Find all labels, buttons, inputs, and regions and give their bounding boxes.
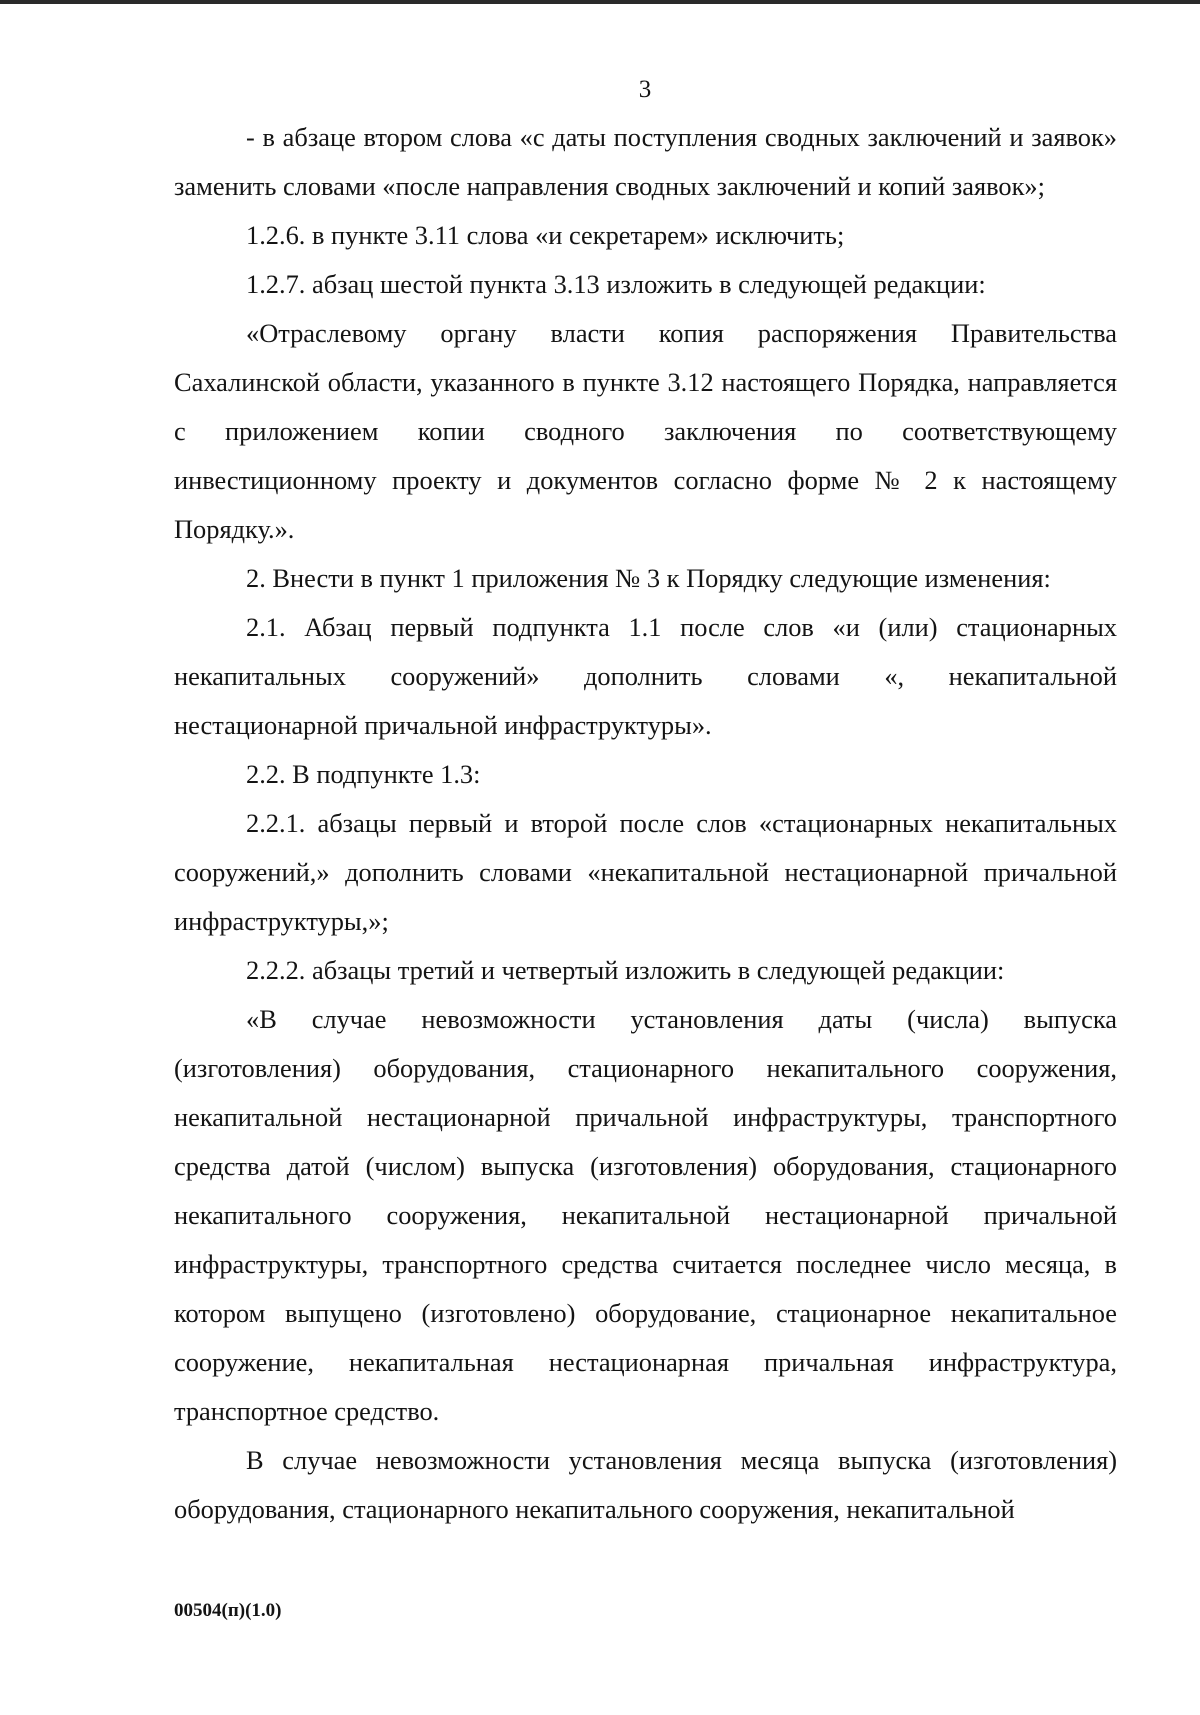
paragraph: 2.2.1. абзацы первый и второй после слов «стационарных некапитальных сооружений,» дополнить словами «некапитальной нестационарной причальной инфраструктуры,»; xyxy=(174,808,1117,936)
paragraph: «Отраслевому органу власти копия распоряжения Правительства Сахалинской области, указанного в пункте 3.12 настоящего Порядка, направляется с приложением копии сводного заключения по соответствующему инвестиционному проекту и документов согласно форме № 2 к настоящему Порядку.». xyxy=(174,318,1117,544)
paragraph: В случае невозможности установления месяца выпуска (изготовления) оборудования, стационарного некапитального сооружения, некапитальной xyxy=(174,1445,1117,1524)
document-form-code: 00504(п)(1.0) xyxy=(174,1600,282,1621)
paragraph: 1.2.6. в пункте 3.11 слова «и секретарем» исключить; xyxy=(246,220,845,250)
paragraph: 2.2.2. абзацы третий и четвертый изложить в следующей редакции: xyxy=(246,955,1005,985)
paragraph: 2.2. В подпункте 1.3: xyxy=(246,759,481,789)
paragraph: 1.2.7. абзац шестой пункта 3.13 изложить в следующей редакции: xyxy=(246,269,986,299)
document-body xyxy=(174,113,1117,1534)
paragraph: «В случае невозможности установления даты (числа) выпуска (изготовления) оборудования, стационарного некапитального сооружения, некапитальной нестационарной причальной инфраструктуры, транспортного средства датой (числом) выпуска (изготовления) оборудования, стационарного некапитального сооружения, некапитальной нестационарной причальной инфраструктуры, транспортного средства считается последнее число месяца, в котором выпущено (изготовлено) оборудование, стационарное некапитальное сооружение, некапитальная нестационарная причальная инфраструктура, транспортное средство. xyxy=(174,1004,1117,1426)
paragraph: 2.1. Абзац первый подпункта 1.1 после слов «и (или) стационарных некапитальных сооружений» дополнить словами «, некапитальной нестационарной причальной инфраструктуры». xyxy=(174,612,1117,740)
paragraph: 2. Внести в пункт 1 приложения № 3 к Порядку следующие изменения: xyxy=(246,563,1051,593)
page-number: 3 xyxy=(638,76,652,103)
top-border-line xyxy=(0,0,1200,4)
paragraph: - в абзаце втором слова «с даты поступления сводных заключений и заявок» заменить словами «после направления сводных заключений и копий заявок»; xyxy=(174,122,1117,201)
